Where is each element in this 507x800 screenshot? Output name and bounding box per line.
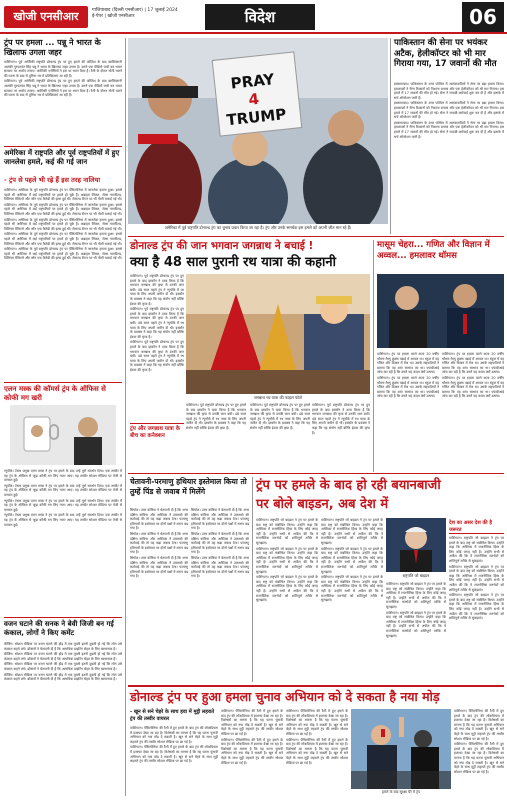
article-biden-col2: वाशिंगटन। राष्ट्रपति जो बाइडन ने ट्रंप पर हमले के बाद राष्ट्र को संबोधित किया। उन्होंने कहा कि अमेरिका में राजनीतिक हिंसा के लिए कोई जगह नहीं है। उन्होंने सभी से अपील की कि वे राजनीतिक मतभेदों को शांतिपूर्ण तरीके से सुलझाएं। वाशिंगटन। राष्ट्रपति जो बाइडन ने ट्रंप पर हमले के बाद राष्ट्र को संबोधित किया। उन्होंने कहा कि अमेरिका में राजनीतिक हिंसा के लिए कोई जगह नहीं है। उन्होंने सभी से अपील की कि वे राजनीतिक मतभेदों को शांतिपूर्ण तरीके से सुलझाएं। वाशिंगटन। राष्ट्रपति जो बाइडन ने ट्रंप पर हमले के बाद राष्ट्र को संबोधित किया। उन्होंने कहा कि अमेरिका में राजनीतिक हिंसा के लिए कोई जगह नहीं है। उन्होंने सभी से अपील की कि वे राजनीतिक मतभेदों को शांतिपूर्ण तरीके से सुलझाएं। [321, 518, 383, 603]
subhead-bottom: - खून से सने चेहरे के साथ हवा में मुट्ठी लहराते ट्रंप की तस्वीर वायरल [130, 709, 215, 722]
subhead-rath: ट्रंप और जगन्नाथ यात्रा के बीच का कनेक्शन [130, 423, 184, 440]
divider [128, 473, 504, 474]
headline-biden-2: पर बोले बाइडन, अब देश में [256, 497, 389, 512]
subhead-biden: देश का असर देश की है जरूरत [449, 520, 504, 534]
article-presidents: वाशिंगटन। अमेरिका के पूर्व राष्ट्रपति डोनाल्ड ट्रंप पर पेंसिल्वेनिया में जानलेवा हमला हुआ। इससे पहले भी अमेरिका में कई राष्ट्रपतियों पर हमले हो चुके हैं। अब्राहम लिंकन, जेम्स गारफील्ड, विलियम मैकिन्ले और जॉन एफ कैनेडी की हत्या हुई थी। रोनाल्ड रीगन पर भी गोली चलाई गई थी। वाशिंगटन। अमेरिका के पूर्व राष्ट्रपति डोनाल्ड ट्रंप पर पेंसिल्वेनिया में जानलेवा हमला हुआ। इससे पहले भी अमेरिका में कई राष्ट्रपतियों पर हमले हो चुके हैं। अब्राहम लिंकन, जेम्स गारफील्ड, विलियम मैकिन्ले और जॉन एफ कैनेडी की हत्या हुई थी। रोनाल्ड रीगन पर भी गोली चलाई गई थी। वाशिंगटन। अमेरिका के पूर्व राष्ट्रपति डोनाल्ड ट्रंप पर पेंसिल्वेनिया में जानलेवा हमला हुआ। इससे पहले भी अमेरिका में कई राष्ट्रपतियों पर हमले हो चुके हैं। अब्राहम लिंकन, जेम्स गारफील्ड, विलियम मैकिन्ले और जॉन एफ कैनेडी की हत्या हुई थी। रोनाल्ड रीगन पर भी गोली चलाई गई थी। वाशिंगटन। अमेरिका के पूर्व राष्ट्रपति डोनाल्ड ट्रंप पर पेंसिल्वेनिया में जानलेवा हमला हुआ। इससे पहले भी अमेरिका में कई राष्ट्रपतियों पर हमले हो चुके हैं। अब्राहम लिंकन, जेम्स गारफील्ड, विलियम मैकिन्ले और जॉन एफ कैनेडी की हत्या हुई थी। रोनाल्ड रीगन पर भी गोली चलाई गई थी। वाशिंगटन। अमेरिका के पूर्व राष्ट्रपति डोनाल्ड ट्रंप पर पेंसिल्वेनिया में जानलेवा हमला हुआ। इससे पहले भी अमेरिका में कई राष्ट्रपतियों पर हमले हो चुके हैं। अब्राहम लिंकन, जेम्स गारफील्ड, विलियम मैकिन्ले और जॉन एफ कैनेडी की हत्या हुई थी। रोनाल्ड रीगन पर भी गोली चलाई गई थी। [4, 188, 122, 261]
column-rule [373, 240, 374, 472]
hero-photo [128, 38, 388, 224]
headline-musk: एलन मस्क की कॉमर्स ट्रंप के ऑफिस से कोफी मग खरी [4, 385, 106, 402]
article-biden-col1: वाशिंगटन। राष्ट्रपति जो बाइडन ने ट्रंप पर हमले के बाद राष्ट्र को संबोधित किया। उन्होंने कहा कि अमेरिका में राजनीतिक हिंसा के लिए कोई जगह नहीं है। उन्होंने सभी से अपील की कि वे राजनीतिक मतभेदों को शांतिपूर्ण तरीके से सुलझाएं। वाशिंगटन। राष्ट्रपति जो बाइडन ने ट्रंप पर हमले के बाद राष्ट्र को संबोधित किया। उन्होंने कहा कि अमेरिका में राजनीतिक हिंसा के लिए कोई जगह नहीं है। उन्होंने सभी से अपील की कि वे राजनीतिक मतभेदों को शांतिपूर्ण तरीके से सुलझाएं। वाशिंगटन। राष्ट्रपति जो बाइडन ने ट्रंप पर हमले के बाद राष्ट्र को संबोधित किया। उन्होंने कहा कि अमेरिका में राजनीतिक हिंसा के लिए कोई जगह नहीं है। उन्होंने सभी से अपील की कि वे राजनीतिक मतभेदों को शांतिपूर्ण तरीके से सुलझाएं। [256, 518, 318, 603]
article-bottom-col2: वाशिंगटन। पेंसिल्वेनिया की रैली में हुए हमले के बाद ट्रंप की लोकप्रियता में इजाफा देखा जा रहा है। विशेषज्ञों का मानना है कि यह घटना चुनावी अभियान को नया मोड़ दे सकती है। खून से सने चेहरे के साथ मुट्ठी लहराते ट्रंप की तस्वीर सोशल मीडिया पर छा गई है। वाशिंगटन। पेंसिल्वेनिया की रैली में हुए हमले के बाद ट्रंप की लोकप्रियता में इजाफा देखा जा रहा है। विशेषज्ञों का मानना है कि यह घटना चुनावी अभियान को नया मोड़ दे सकती है। खून से सने चेहरे के साथ मुट्ठी लहराते ट्रंप की तस्वीर सोशल मीडिया पर छा गई है। [221, 709, 283, 765]
article-biden-col4: वाशिंगटन। राष्ट्रपति जो बाइडन ने ट्रंप पर हमले के बाद राष्ट्र को संबोधित किया। उन्होंने कहा कि अमेरिका में राजनीतिक हिंसा के लिए कोई जगह नहीं है। उन्होंने सभी से अपील की कि वे राजनीतिक मतभेदों को शांतिपूर्ण तरीके से सुलझाएं। वाशिंगटन। राष्ट्रपति जो बाइडन ने ट्रंप पर हमले के बाद राष्ट्र को संबोधित किया। उन्होंने कहा कि अमेरिका में राजनीतिक हिंसा के लिए कोई जगह नहीं है। उन्होंने सभी से अपील की कि वे राजनीतिक मतभेदों को शांतिपूर्ण तरीके से सुलझाएं। [386, 582, 446, 638]
article-rath-col1: वाशिंगटन। पूर्व राष्ट्रपति डोनाल्ड ट्रंप पर हुए हमले के बाद इस्कॉन ने दावा किया है कि भगवान जगन्नाथ की कृपा से उनकी जान बची। 48 साल पहले ट्रंप ने न्यूयॉर्क में रथ यात्रा के लिए अपनी जमीन दी थी। इस्कॉन के प्रवक्ता ने कहा कि यह संयोग नहीं बल्कि ईश्वर की कृपा है। वाशिंगटन। पूर्व राष्ट्रपति डोनाल्ड ट्रंप पर हुए हमले के बाद इस्कॉन ने दावा किया है कि भगवान जगन्नाथ की कृपा से उनकी जान बची। 48 साल पहले ट्रंप ने न्यूयॉर्क में रथ यात्रा के लिए अपनी जमीन दी थी। इस्कॉन के प्रवक्ता ने कहा कि यह संयोग नहीं बल्कि ईश्वर की कृपा है। वाशिंगटन। पूर्व राष्ट्रपति डोनाल्ड ट्रंप पर हुए हमले के बाद इस्कॉन ने दावा किया है कि भगवान जगन्नाथ की कृपा से उनकी जान बची। 48 साल पहले ट्रंप ने न्यूयॉर्क में रथ यात्रा के लिए अपनी जमीन दी थी। इस्कॉन के प्रवक्ता ने कहा कि यह संयोग नहीं बल्कि ईश्वर की कृपा है। [130, 274, 184, 372]
article-weightloss: बीजिंग। सोशल मीडिया पर वजन घटाने की होड़ में एक युवती इतनी दुबली हो गई कि लोग उसे कंकाल कहने लगे। डॉक्टरों ने चेतावनी दी है कि अत्यधिक डाइटिंग सेहत के लिए खतरनाक है। बीजिंग। सोशल मीडिया पर वजन घटाने की होड़ में एक युवती इतनी दुबली हो गई कि लोग उसे कंकाल कहने लगे। डॉक्टरों ने चेतावनी दी है कि अत्यधिक डाइटिंग सेहत के लिए खतरनाक है। बीजिंग। सोशल मीडिया पर वजन घटाने की होड़ में एक युवती इतनी दुबली हो गई कि लोग उसे कंकाल कहने लगे। डॉक्टरों ने चेतावनी दी है कि अत्यधिक डाइटिंग सेहत के लिए खतरनाक है। बीजिंग। सोशल मीडिया पर वजन घटाने की होड़ में एक युवती इतनी दुबली हो गई कि लोग उसे कंकाल कहने लगे। डॉक्टरों ने चेतावनी दी है कि अत्यधिक डाइटिंग सेहत के लिए खतरनाक है। [4, 642, 122, 682]
article-pakistan: इस्लामाबाद। पाकिस्तान के उत्तर पश्चिम में आतंकवादियों ने सेना पर बड़ा हमला किया। हमलावरों ने सैन्य ठिकानों को निशाना बनाया और एक हेलीकॉप्टर को भी मार गिराया। इस हमले में 17 जवानों की मौत हो गई। सेना ने जवाबी कार्रवाई शुरू कर दी है और इलाके में सर्च ऑपरेशन जारी है। इस्लामाबाद। पाकिस्तान के उत्तर पश्चिम में आतंकवादियों ने सेना पर बड़ा हमला किया। हमलावरों ने सैन्य ठिकानों को निशाना बनाया और एक हेलीकॉप्टर को भी मार गिराया। इस हमले में 17 जवानों की मौत हो गई। सेना ने जवाबी कार्रवाई शुरू कर दी है और इलाके में सर्च ऑपरेशन जारी है। इस्लामाबाद। पाकिस्तान के उत्तर पश्चिम में आतंकवादियों ने सेना पर बड़ा हमला किया। हमलावरों ने सैन्य ठिकानों को निशाना बनाया और एक हेलीकॉप्टर को भी मार गिराया। इस हमले में 17 जवानों की मौत हो गई। सेना ने जवाबी कार्रवाई शुरू कर दी है और इलाके में सर्च ऑपरेशन जारी है। [394, 82, 504, 139]
divider [4, 617, 122, 618]
headline-biden-1: ट्रंप पर हमले के बाद हो रही बयानबाजी [256, 478, 441, 493]
article-bottom-col3: वाशिंगटन। पेंसिल्वेनिया की रैली में हुए हमले के बाद ट्रंप की लोकप्रियता में इजाफा देखा जा रहा है। विशेषज्ञों का मानना है कि यह घटना चुनावी अभियान को नया मोड़ दे सकती है। खून से सने चेहरे के साथ मुट्ठी लहराते ट्रंप की तस्वीर सोशल मीडिया पर छा गई है। वाशिंगटन। पेंसिल्वेनिया की रैली में हुए हमले के बाद ट्रंप की लोकप्रियता में इजाफा देखा जा रहा है। विशेषज्ञों का मानना है कि यह घटना चुनावी अभियान को नया मोड़ दे सकती है। खून से सने चेहरे के साथ मुट्ठी लहराते ट्रंप की तस्वीर सोशल मीडिया पर छा गई है। [286, 709, 348, 765]
sign-line-3: TRUMP [225, 105, 288, 130]
bottom-caption: हमले के बाद सुरक्षा घेरे में ट्रंप [381, 790, 420, 794]
column-rule [390, 38, 391, 234]
headline-pannu: ट्रंप पर हमला ... पन्नू ने भारत के खिलाफ उगला जहर [4, 38, 101, 57]
article-biden-col3: वाशिंगटन। राष्ट्रपति जो बाइडन ने ट्रंप पर हमले के बाद राष्ट्र को संबोधित किया। उन्होंने कहा कि अमेरिका में राजनीतिक हिंसा के लिए कोई जगह नहीं है। उन्होंने सभी से अपील की कि वे राजनीतिक मतभेदों को शांतिपूर्ण तरीके से सुलझाएं। वाशिंगटन। राष्ट्रपति जो बाइडन ने ट्रंप पर हमले के बाद राष्ट्र को संबोधित किया। उन्होंने कहा कि अमेरिका में राजनीतिक हिंसा के लिए कोई जगह नहीं है। उन्होंने सभी से अपील की कि वे राजनीतिक मतभेदों को शांतिपूर्ण तरीके से सुलझाएं। वाशिंगटन। राष्ट्रपति जो बाइडन ने ट्रंप पर हमले के बाद राष्ट्र को संबोधित किया। उन्होंने कहा कि अमेरिका में राजनीतिक हिंसा के लिए कोई जगह नहीं है। उन्होंने सभी से अपील की कि वे राजनीतिक मतभेदों को शांतिपूर्ण तरीके से सुलझाएं। [449, 536, 504, 621]
sign-line-2: 4 [247, 89, 260, 109]
column-rule [252, 477, 253, 682]
headline-rath-1: डोनाल्ड ट्रंप की जान भगवान जगन्नाथ ने बचाई ! [130, 240, 314, 252]
article-rath-col4: वाशिंगटन। पूर्व राष्ट्रपति डोनाल्ड ट्रंप पर हुए हमले के बाद इस्कॉन ने दावा किया है कि भगवान जगन्नाथ की कृपा से उनकी जान बची। 48 साल पहले ट्रंप ने न्यूयॉर्क में रथ यात्रा के लिए अपनी जमीन दी थी। इस्कॉन के प्रवक्ता ने कहा कि यह संयोग नहीं बल्कि ईश्वर की कृपा है। [312, 403, 370, 435]
article-pannu: वाशिंगटन। पूर्व अमेरिकी राष्ट्रपति डोनाल्ड ट्रंप पर हुए हमले की कोशिश के बाद खालिस्तानी आतंकी गुरपतवंत सिंह पन्नू ने भारत के खिलाफ जहर उगला है। उसने एक वीडियो जारी कर भारत सरकार पर आरोप लगाए। अमेरिकी एजेंसियों ने इस पर ध्यान दिया है। रैली के दौरान गोली चलने की घटना के बाद से दुनिया भर में प्रतिक्रियाएं आ रही हैं। वाशिंगटन। पूर्व अमेरिकी राष्ट्रपति डोनाल्ड ट्रंप पर हुए हमले की कोशिश के बाद खालिस्तानी आतंकी गुरपतवंत सिंह पन्नू ने भारत के खिलाफ जहर उगला है। उसने एक वीडियो जारी कर भारत सरकार पर आरोप लगाए। अमेरिकी एजेंसियों ने इस पर ध्यान दिया है। रैली के दौरान गोली चलने की घटना के बाद से दुनिया भर में प्रतिक्रियाएं आ रही हैं। [4, 60, 122, 98]
headline-warning: चेतावनी-परमाणु हथियार इस्तेमाल किया तो तुम्हें पिंड से जवाब में मिलेंगे [130, 477, 247, 496]
divider [128, 685, 504, 687]
headline-rath-2: क्या है 48 साल पुरानी रथ यात्रा की कहानी [130, 255, 336, 270]
column-rule [125, 38, 126, 796]
article-rath-col2: वाशिंगटन। पूर्व राष्ट्रपति डोनाल्ड ट्रंप पर हुए हमले के बाद इस्कॉन ने दावा किया है कि भगवान जगन्नाथ की कृपा से उनकी जान बची। 48 साल पहले ट्रंप ने न्यूयॉर्क में रथ यात्रा के लिए अपनी जमीन दी थी। इस्कॉन के प्रवक्ता ने कहा कि यह संयोग नहीं बल्कि ईश्वर की कृपा है। [186, 403, 246, 430]
article-thomas-col2: वाशिंगटन। ट्रंप पर हमला करने वाला 20 वर्षीय थॉमस मैथ्यू क्रुक्स पढ़ाई में अव्वल था। स्कूल में वह गणित और विज्ञान में तेज था। उसके सहपाठियों ने बताया कि वह शांत स्वभाव का था। एफबीआई जांच कर रही है कि उसने यह कदम क्यों उठाया। वाशिंगटन। ट्रंप पर हमला करने वाला 20 वर्षीय थॉमस मैथ्यू क्रुक्स पढ़ाई में अव्वल था। स्कूल में वह गणित और विज्ञान में तेज था। उसके सहपाठियों ने बताया कि वह शांत स्वभाव का था। एफबीआई जांच कर रही है कि उसने यह कदम क्यों उठाया। [442, 352, 504, 399]
headline-pakistan: पाकिस्तान की सेना पर भयंकर अटैक, हेलीकॉप्टर को भी मार गिराया गया, 17 जवानों की मौत [394, 38, 497, 69]
page-number: 06 [462, 2, 504, 32]
rath-photo [186, 274, 370, 394]
divider [4, 382, 122, 383]
musk-photo [10, 405, 116, 465]
article-bottom-col4: वाशिंगटन। पेंसिल्वेनिया की रैली में हुए हमले के बाद ट्रंप की लोकप्रियता में इजाफा देखा जा रहा है। विशेषज्ञों का मानना है कि यह घटना चुनावी अभियान को नया मोड़ दे सकती है। खून से सने चेहरे के साथ मुट्ठी लहराते ट्रंप की तस्वीर सोशल मीडिया पर छा गई है। वाशिंगटन। पेंसिल्वेनिया की रैली में हुए हमले के बाद ट्रंप की लोकप्रियता में इजाफा देखा जा रहा है। विशेषज्ञों का मानना है कि यह घटना चुनावी अभियान को नया मोड़ दे सकती है। खून से सने चेहरे के साथ मुट्ठी लहराते ट्रंप की तस्वीर सोशल मीडिया पर छा गई है। [454, 709, 504, 774]
section-title: विदेश [205, 4, 315, 30]
subhead-presidents: - ट्रंप से पहले भी रह्रे हैं इस तरह नालिया [4, 176, 101, 184]
headline-weightloss: वजन घटाने की सनक ने बेवी जिजी बन गई कंकाल, लोगों ने किए कमेंट [4, 620, 114, 637]
article-rath-col3: वाशिंगटन। पूर्व राष्ट्रपति डोनाल्ड ट्रंप पर हुए हमले के बाद इस्कॉन ने दावा किया है कि भगवान जगन्नाथ की कृपा से उनकी जान बची। 48 साल पहले ट्रंप ने न्यूयॉर्क में रथ यात्रा के लिए अपनी जमीन दी थी। इस्कॉन के प्रवक्ता ने कहा कि यह संयोग नहीं बल्कि ईश्वर की कृपा है। [250, 403, 310, 430]
article-thomas-col1: वाशिंगटन। ट्रंप पर हमला करने वाला 20 वर्षीय थॉमस मैथ्यू क्रुक्स पढ़ाई में अव्वल था। स्कूल में वह गणित और विज्ञान में तेज था। उसके सहपाठियों ने बताया कि वह शांत स्वभाव का था। एफबीआई जांच कर रही है कि उसने यह कदम क्यों उठाया। वाशिंगटन। ट्रंप पर हमला करने वाला 20 वर्षीय थॉमस मैथ्यू क्रुक्स पढ़ाई में अव्वल था। स्कूल में वह गणित और विज्ञान में तेज था। उसके सहपाठियों ने बताया कि वह शांत स्वभाव का था। एफबीआई जांच कर रही है कि उसने यह कदम क्यों उठाया। [377, 352, 439, 399]
headline-thomas: मासूम चेहरा... गणित और विज्ञान में अव्वल... हमलावर थॉमस [377, 240, 490, 261]
headline-presidents: अमेरिका में राष्ट्रपति और पूर्व राष्ट्रपतियों में हुए जानलेवा हमले, कई की गई जान [4, 149, 120, 166]
divider [4, 146, 122, 147]
hero-caption: अमेरिका में पूर्व राष्ट्रपति डोनाल्ड ट्रंप का चुनाव प्रचार किया जा रहा है। ट्रंप और उनके समर्थक इस हमले को अपनी जीत मान रहे हैं। [164, 225, 352, 230]
article-warning-col1: सियोल। उत्तर कोरिया ने चेतावनी दी है कि अगर दक्षिण कोरिया और अमेरिका ने उकसावे की कार्रवाई की तो वह कड़ा जवाब देगा। परमाणु हथियारों के इस्तेमाल पर दोनों पक्षों में तनाव बढ़ गया है। सियोल। उत्तर कोरिया ने चेतावनी दी है कि अगर दक्षिण कोरिया और अमेरिका ने उकसावे की कार्रवाई की तो वह कड़ा जवाब देगा। परमाणु हथियारों के इस्तेमाल पर दोनों पक्षों में तनाव बढ़ गया है। सियोल। उत्तर कोरिया ने चेतावनी दी है कि अगर दक्षिण कोरिया और अमेरिका ने उकसावे की कार्रवाई की तो वह कड़ा जवाब देगा। परमाणु हथियारों के इस्तेमाल पर दोनों पक्षों में तनाव बढ़ गया है। [130, 508, 188, 579]
thomas-photo [377, 274, 504, 348]
bottom-photo [351, 709, 451, 789]
biden-photo [386, 518, 446, 572]
divider [128, 236, 504, 237]
rath-caption: जगन्नाथ रथ यात्रा की फाइल फोटो [253, 395, 303, 400]
newspaper-logo: खोजी एनसीआर [4, 6, 88, 28]
sign-line-1: PRAY [229, 70, 276, 93]
headline-bottom: डोनाल्ड ट्रंप पर हुआ हमला चुनाव अभियान को दे सकता है नया मोड़ [130, 689, 440, 704]
article-musk: न्यूयॉर्क। टेस्ला प्रमुख एलन मस्क ने ट्रंप पर हमले के बाद उन्हें पूर्ण समर्थन दिया। एक तस्वीर में वह ट्रंप के ऑफिस से जुड़ा कॉफी मग लिए नजर आए। यह तस्वीर सोशल मीडिया पर तेजी से वायरल हुई। न्यूयॉर्क। टेस्ला प्रमुख एलन मस्क ने ट्रंप पर हमले के बाद उन्हें पूर्ण समर्थन दिया। एक तस्वीर में वह ट्रंप के ऑफिस से जुड़ा कॉफी मग लिए नजर आए। यह तस्वीर सोशल मीडिया पर तेजी से वायरल हुई। न्यूयॉर्क। टेस्ला प्रमुख एलन मस्क ने ट्रंप पर हमले के बाद उन्हें पूर्ण समर्थन दिया। एक तस्वीर में वह ट्रंप के ऑफिस से जुड़ा कॉफी मग लिए नजर आए। यह तस्वीर सोशल मीडिया पर तेजी से वायरल हुई। न्यूयॉर्क। टेस्ला प्रमुख एलन मस्क ने ट्रंप पर हमले के बाद उन्हें पूर्ण समर्थन दिया। एक तस्वीर में वह ट्रंप के ऑफिस से जुड़ा कॉफी मग लिए नजर आए। यह तस्वीर सोशल मीडिया पर तेजी से वायरल हुई। [4, 469, 122, 527]
article-warning-col2: सियोल। उत्तर कोरिया ने चेतावनी दी है कि अगर दक्षिण कोरिया और अमेरिका ने उकसावे की कार्रवाई की तो वह कड़ा जवाब देगा। परमाणु हथियारों के इस्तेमाल पर दोनों पक्षों में तनाव बढ़ गया है। सियोल। उत्तर कोरिया ने चेतावनी दी है कि अगर दक्षिण कोरिया और अमेरिका ने उकसावे की कार्रवाई की तो वह कड़ा जवाब देगा। परमाणु हथियारों के इस्तेमाल पर दोनों पक्षों में तनाव बढ़ गया है। सियोल। उत्तर कोरिया ने चेतावनी दी है कि अगर दक्षिण कोरिया और अमेरिका ने उकसावे की कार्रवाई की तो वह कड़ा जवाब देगा। परमाणु हथियारों के इस्तेमाल पर दोनों पक्षों में तनाव बढ़ गया है। [191, 508, 249, 579]
article-bottom-col1: वाशिंगटन। पेंसिल्वेनिया की रैली में हुए हमले के बाद ट्रंप की लोकप्रियता में इजाफा देखा जा रहा है। विशेषज्ञों का मानना है कि यह घटना चुनावी अभियान को नया मोड़ दे सकती है। खून से सने चेहरे के साथ मुट्ठी लहराते ट्रंप की तस्वीर सोशल मीडिया पर छा गई है। वाशिंगटन। पेंसिल्वेनिया की रैली में हुए हमले के बाद ट्रंप की लोकप्रियता में इजाफा देखा जा रहा है। विशेषज्ञों का मानना है कि यह घटना चुनावी अभियान को नया मोड़ दे सकती है। खून से सने चेहरे के साथ मुट्ठी लहराते ट्रंप की तस्वीर सोशल मीडिया पर छा गई है। [130, 726, 218, 764]
dateline-main: गाजियाबाद (दिल्ली एनसीआर) | 17 जुलाई 2024 [92, 8, 178, 13]
biden-caption: राष्ट्रपति जो बाइडन [402, 573, 430, 578]
dateline-sub: ई-पेपर | खोजी एनसीआर [92, 14, 135, 19]
